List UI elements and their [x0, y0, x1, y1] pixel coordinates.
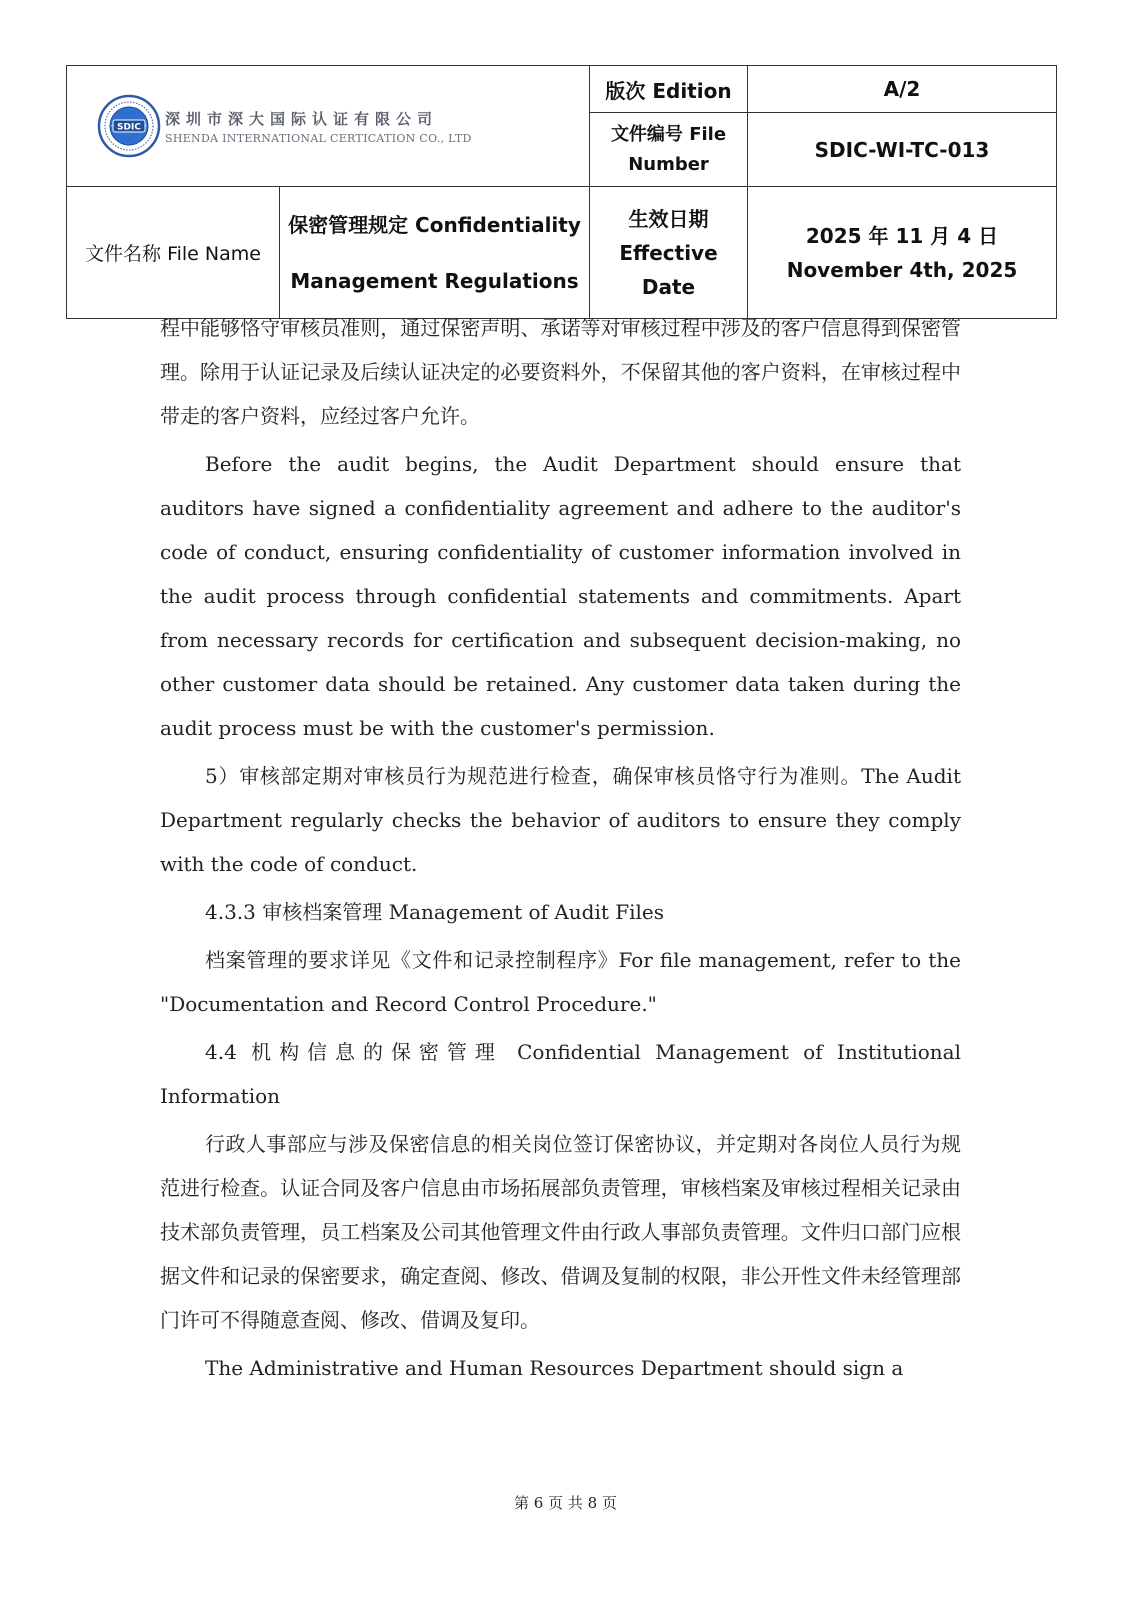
document-body — [160, 306, 961, 1394]
effective-date-label-en: Effective Date — [619, 240, 718, 299]
file-number-label — [590, 113, 748, 187]
paragraph-item-5: 5）审核部定期对审核员行为规范进行检查，确保审核员恪守行为准则。The Audit Department regularly checks the behavior of auditors to ensure they comply with the code of conduct. — [160, 764, 961, 876]
file-name-line1: 保密管理规定 Confidentiality — [288, 212, 581, 237]
paragraph-file-management: 档案管理的要求详见《文件和记录控制程序》For file management, refer to the "Documentation and Record Control Procedure." — [160, 948, 961, 1016]
paragraph-institutional-cn: 行政人事部应与涉及保密信息的相关岗位签订保密协议，并定期对各岗位人员行为规范进行检查。认证合同及客户信息由市场拓展部负责管理，审核档案及审核过程相关记录由技术部负责管理，员工档案及公司其他管理文件由行政人事部负责管理。文件归口部门应根据文件和记录的保密要求，确定查阅、修改、借调及复制的权限，非公开性文件未经管理部门许可不得随意查阅、修改、借调及复印。 — [160, 1132, 961, 1332]
paragraph-institutional-en: The Administrative and Human Resources Department should sign a — [205, 1356, 904, 1380]
effective-date-value-cn: 2025 年 11 月 4 日 — [805, 223, 999, 248]
paragraph-audit-cn: 程中能够恪守审核员准则，通过保密声明、承诺等对审核过程中涉及的客户信息得到保密管理。除用于认证记录及后续认证决定的必要资料外，不保留其他的客户资料，在审核过程中带走的客户资料，应经过客户允许。 — [160, 316, 961, 428]
effective-date-value — [748, 187, 1057, 319]
edition-label: 版次 Edition — [590, 66, 748, 113]
file-number-label-cn: 文件编号 File — [610, 123, 727, 145]
file-name-value — [280, 187, 590, 319]
document-header-table — [66, 65, 1057, 319]
company-name-cn: 深圳市深大国际认证有限公司 — [165, 109, 439, 128]
edition-value: A/2 — [748, 66, 1057, 113]
effective-date-label-cn: 生效日期 — [628, 206, 709, 231]
file-number-value: SDIC-WI-TC-013 — [748, 113, 1057, 187]
effective-date-value-en: November 4th, 2025 — [786, 257, 1018, 282]
page-number-footer: 第 6 页 共 8 页 — [514, 1494, 617, 1512]
logo-text: SDIC — [117, 122, 141, 133]
section-heading-4-3-3: 4.3.3 审核档案管理 Management of Audit Files — [205, 900, 665, 924]
file-name-label: 文件名称 File Name — [67, 187, 280, 319]
company-name-en: SHENDA INTERNATIONAL CERTICATION CO., LTD — [165, 131, 472, 145]
section-heading-4-4: 4.4 机构信息的保密管理 Confidential Management of Institutional Information — [160, 1040, 961, 1108]
company-seal-icon — [97, 94, 161, 158]
effective-date-label — [590, 187, 748, 319]
file-name-line2: Management Regulations — [290, 268, 579, 293]
paragraph-audit-en: Before the audit begins, the Audit Department should ensure that auditors have signed a confidentiality agreement and adhere to the auditor's code of conduct, ensuring confidentiality of customer information involved in the audit process through confidential statements and commitments. Apart from necessary records for certification and subsequent decision-making, no other customer data should be retained. Any customer data taken during the audit process must be with the customer's permission. — [160, 452, 961, 740]
company-logo-cell — [67, 66, 590, 187]
file-number-label-en: Number — [628, 153, 709, 175]
